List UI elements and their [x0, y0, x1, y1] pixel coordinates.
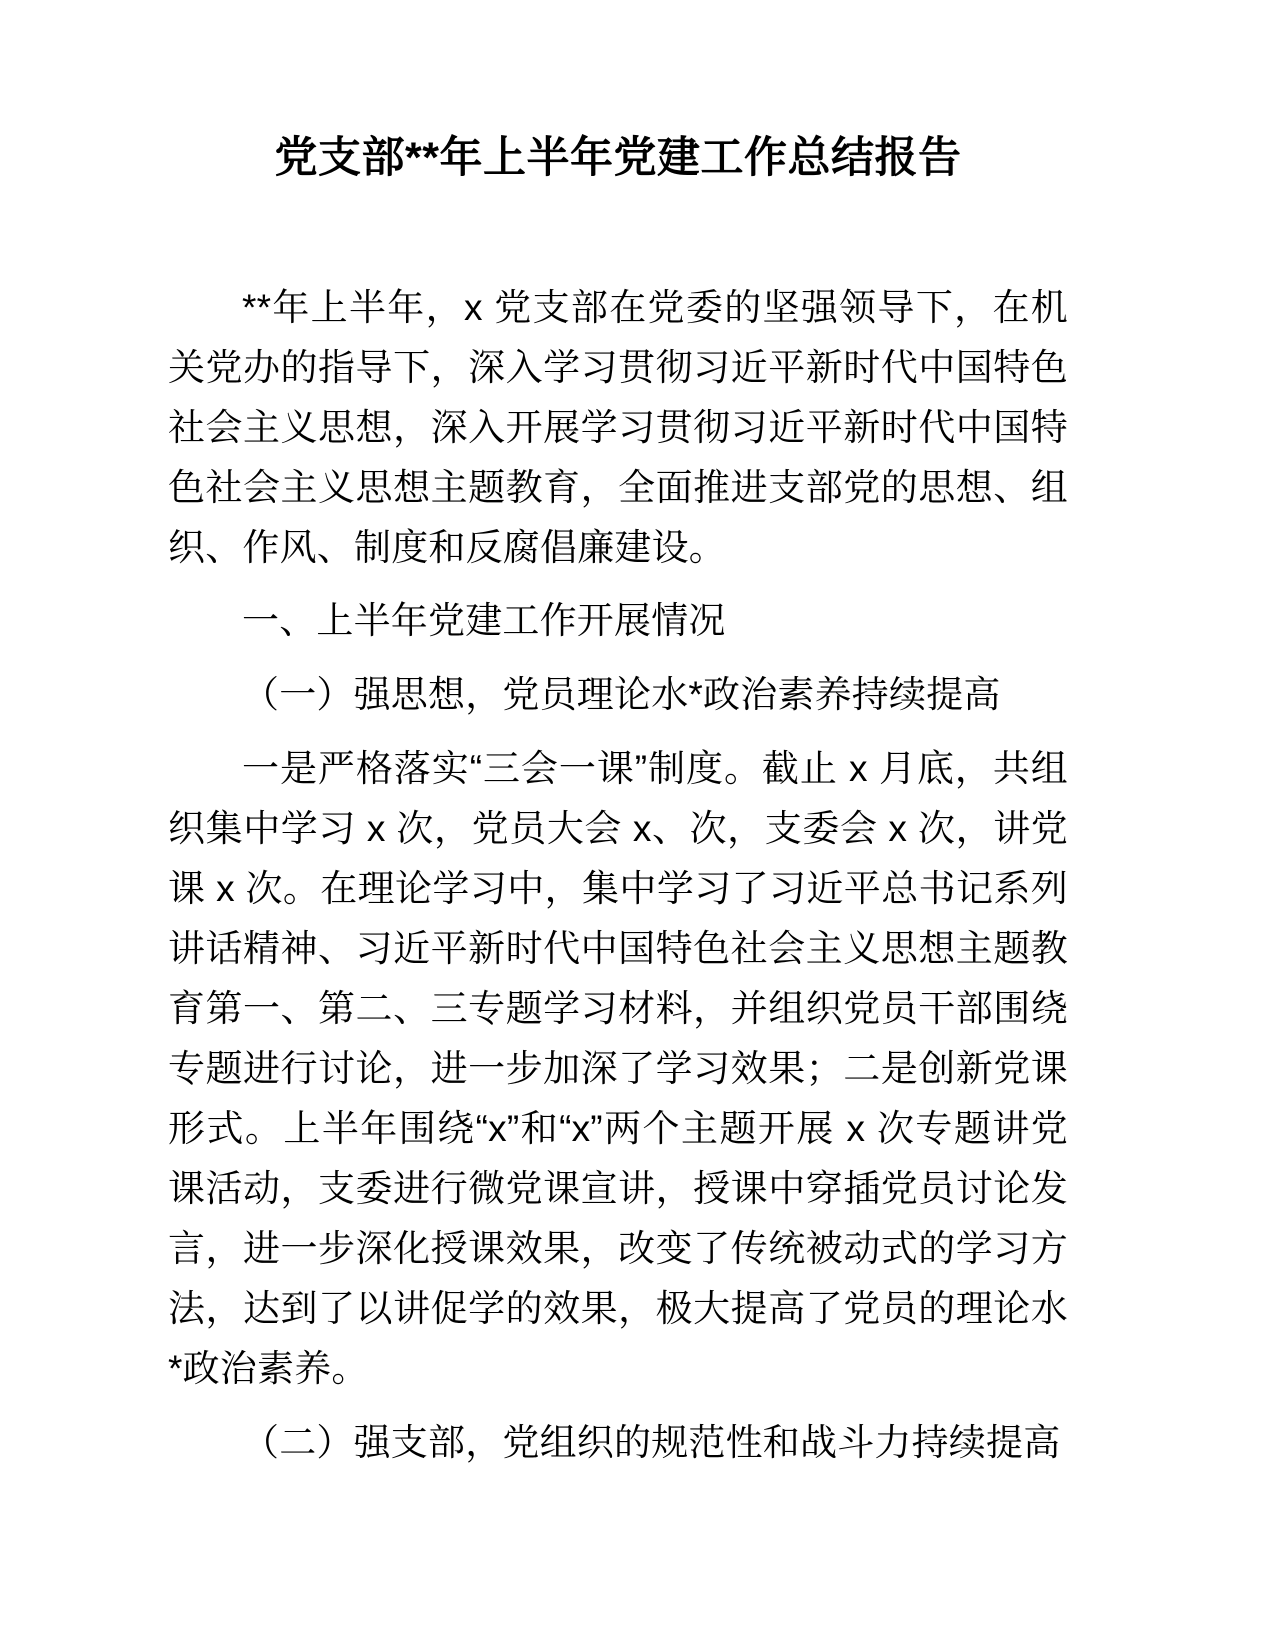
paragraph-body-1-1: 一是严格落实“三会一课”制度。截止 x 月底，共组织集中学习 x 次，党员大会 x、次，支委会 x 次，讲党课 x 次。在理论学习中，集中学习了习近平总书记系列讲话精神、习近平新时代中国特色社会主义思想主题教育第一、第二、三专题学习材料，并组织党员干部围绕专题进行讨论，进一步加深了学习效果；二是创新党课形式。上半年围绕“x”和“x”两个主题开展 x 次专题讲党课活动，支委进行微党课宣讲，授课中穿插党员讨论发言，进一步深化授课效果，改变了传统被动式的学习方法，达到了以讲促学的效果，极大提高了党员的理论水*政治素养。 [168, 748, 1068, 1389]
document-body [168, 0, 1068, 1473]
page-title: 党支部**年上半年党建工作总结报告 [274, 134, 962, 182]
paragraph-intro: **年上半年，x 党支部在党委的坚强领导下，在机关党办的指导下，深入学习贯彻习近平新时代中国特色社会主义思想，深入开展学习贯彻习近平新时代中国特色社会主义思想主题教育，全面推进支部党的思想、组织、作风、制度和反腐倡廉建设。 [168, 286, 1068, 568]
section-heading-1-1: （一）强思想，党员理论水*政治素养持续提高 [242, 674, 1001, 716]
section-heading-1-2: （二）强支部，党组织的规范性和战斗力持续提高 [242, 1421, 1061, 1463]
title-spacer [168, 186, 1068, 278]
section-heading-1: 一、上半年党建工作开展情况 [242, 600, 726, 642]
